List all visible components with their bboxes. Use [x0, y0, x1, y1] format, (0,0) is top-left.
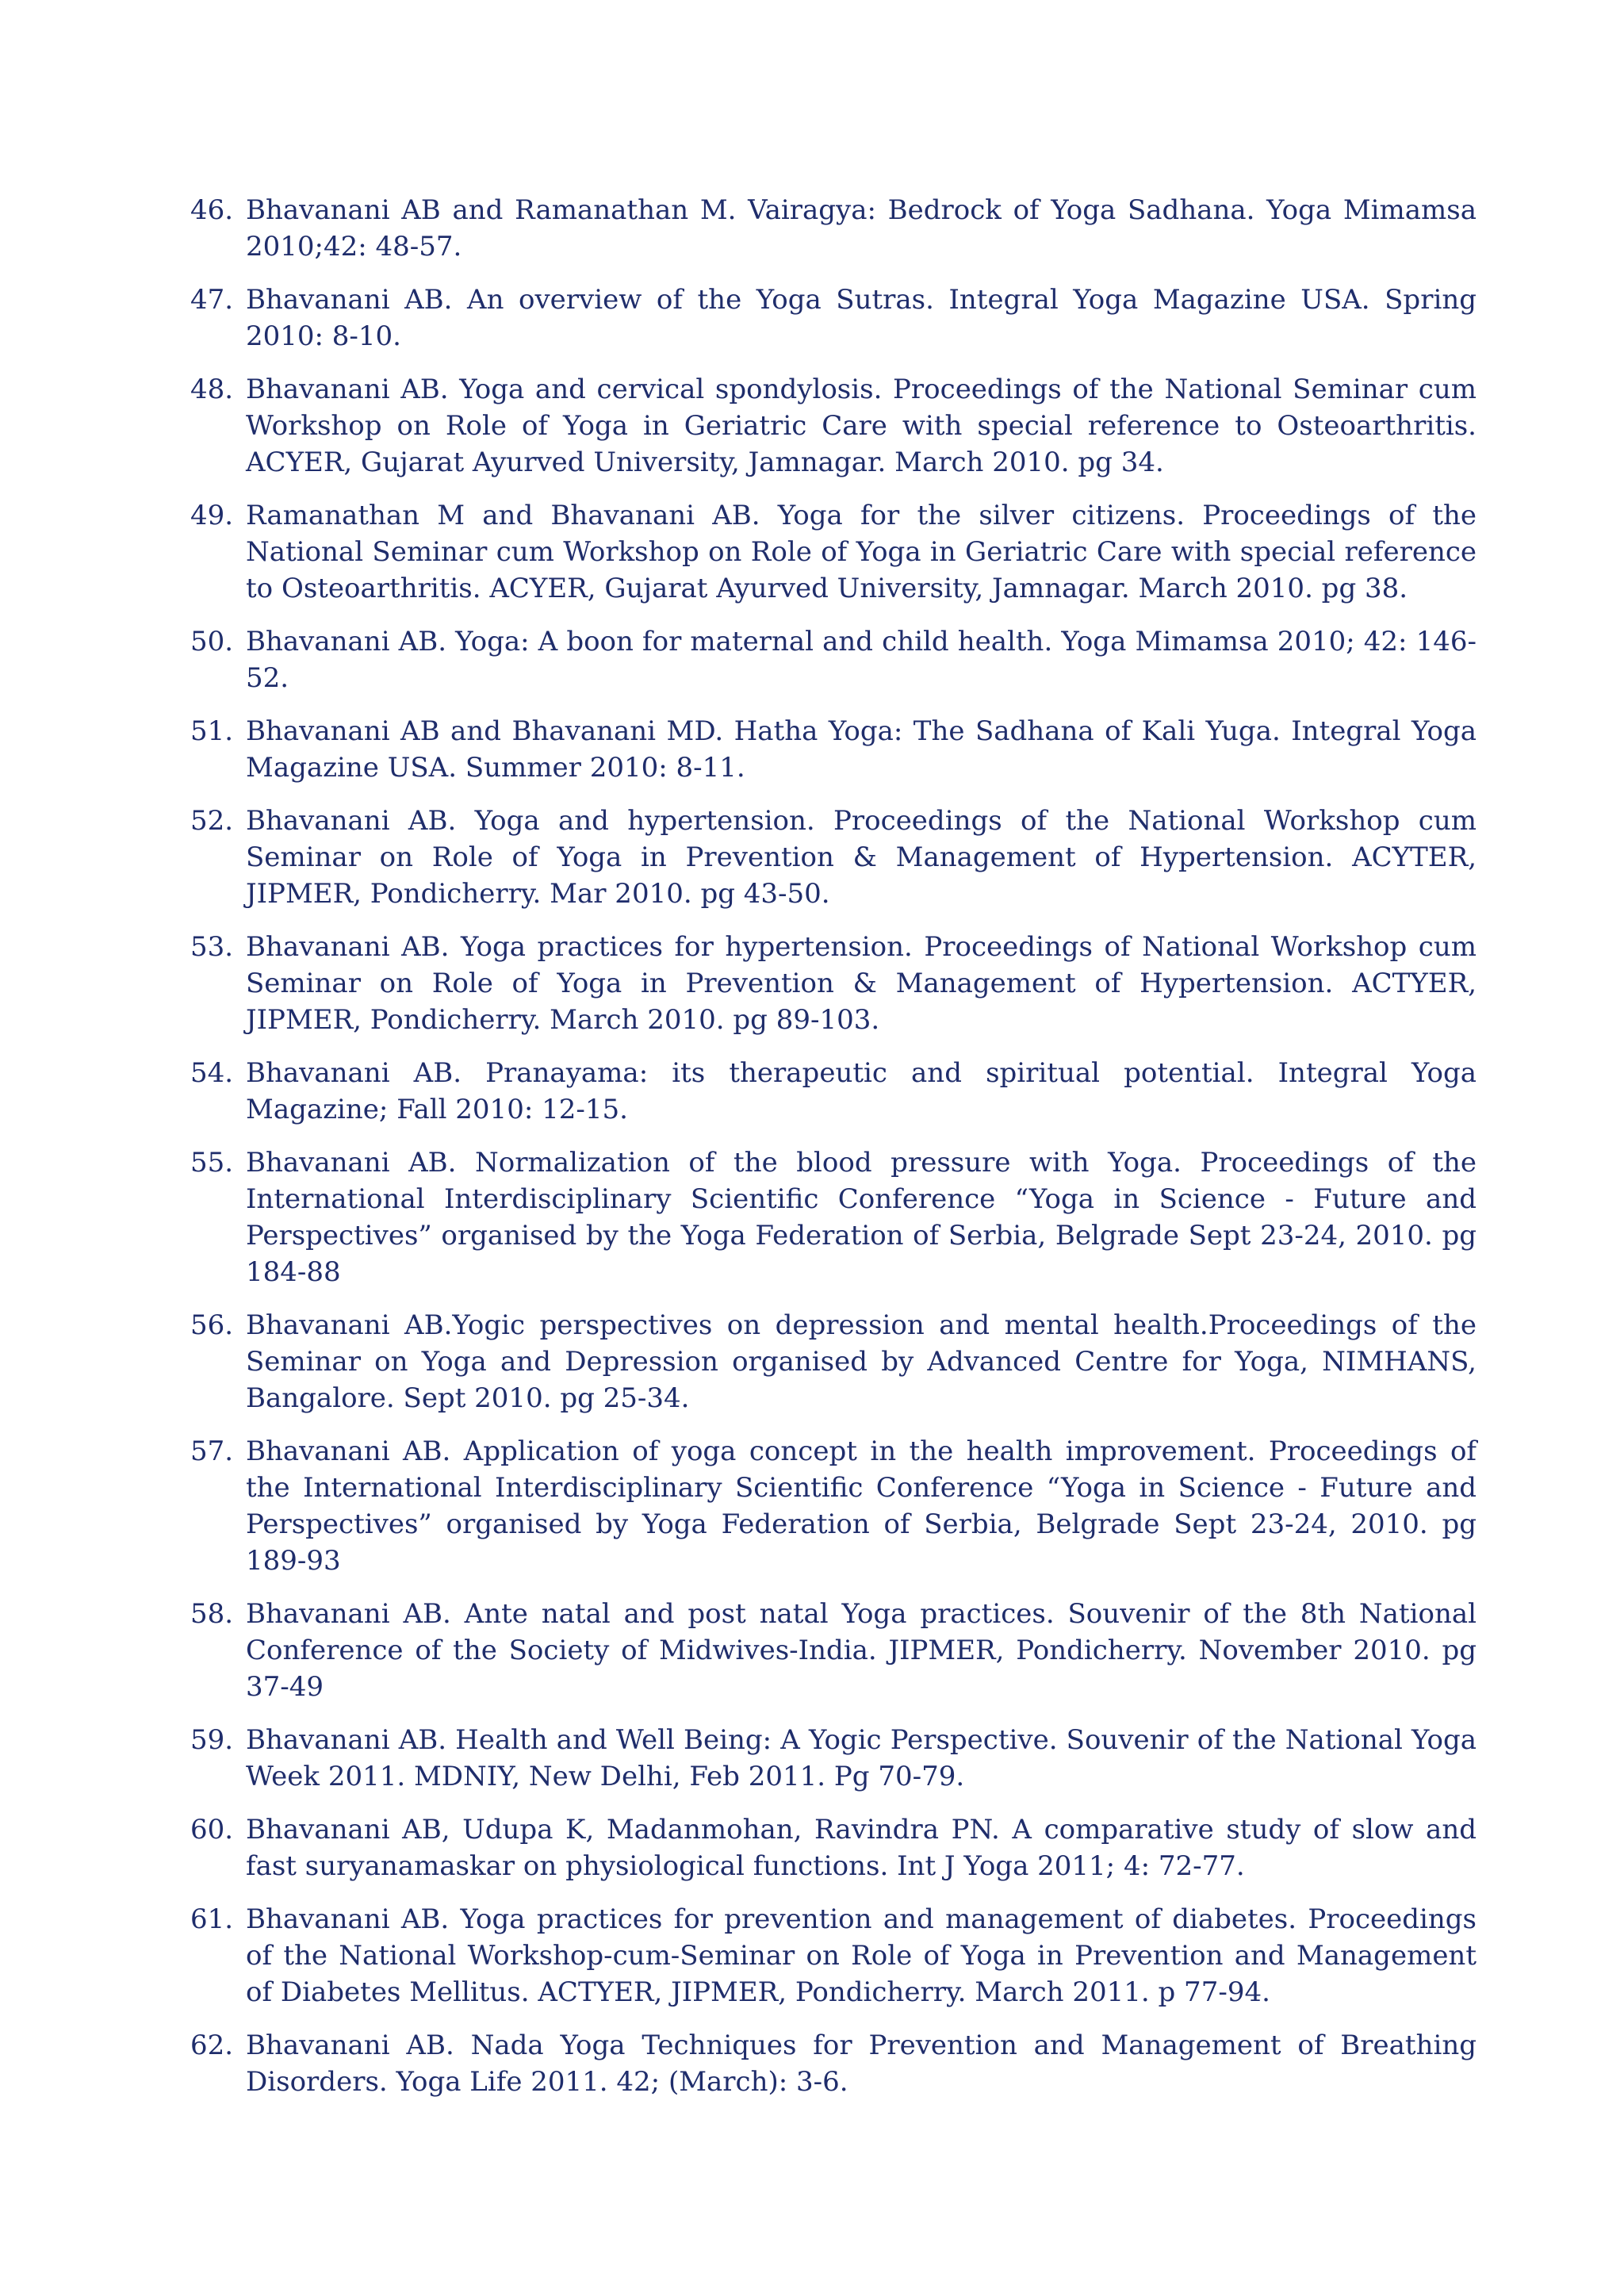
reference-item — [190, 1722, 1477, 1795]
reference-item — [190, 1307, 1477, 1416]
reference-item — [190, 1055, 1477, 1128]
reference-number: 58. — [190, 1598, 234, 1630]
reference-text: Bhavanani AB. Normalization of the blood pressure with Yoga. Proceedings of the International Interdisciplinary Scientific Conference “Yoga in Science - Future and Perspectives” organised by the Yoga Federation of Serbia, Belgrade Sept 23-24, 2010. pg 184-88 — [246, 1147, 1477, 1288]
reference-item — [190, 371, 1477, 481]
reference-item — [190, 1811, 1477, 1884]
reference-item — [190, 497, 1477, 607]
reference-text: Bhavanani AB and Ramanathan M. Vairagya: Bedrock of Yoga Sadhana. Yoga Mimamsa 2010;42: 48-57. — [246, 194, 1477, 263]
reference-text: Bhavanani AB. Yoga practices for hypertension. Proceedings of National Workshop cum Seminar on Role of Yoga in Prevention & Management of Hypertension. ACTYER, JIPMER, Pondicherry. March 2010. pg 89-103. — [246, 931, 1477, 1036]
reference-text: Bhavanani AB. Yoga: A boon for maternal and child health. Yoga Mimamsa 2010; 42: 146-52. — [246, 626, 1477, 694]
reference-item — [190, 803, 1477, 912]
reference-text: Ramanathan M and Bhavanani AB. Yoga for the silver citizens. Proceedings of the National Seminar cum Workshop on Role of Yoga in Geriatric Care with special reference to Osteoarthritis. ACYER, Gujarat Ayurved University, Jamnagar. March 2010. pg 38. — [246, 500, 1477, 604]
reference-text: Bhavanani AB. Health and Well Being: A Yogic Perspective. Souvenir of the National Yoga Week 2011. MDNIY, New Delhi, Feb 2011. Pg 70-79. — [246, 1724, 1477, 1792]
reference-number: 47. — [190, 284, 234, 316]
reference-number: 49. — [190, 500, 234, 531]
reference-text: Bhavanani AB and Bhavanani MD. Hatha Yoga: The Sadhana of Kali Yuga. Integral Yoga Magazine USA. Summer 2010: 8-11. — [246, 715, 1477, 784]
reference-number: 56. — [190, 1309, 234, 1341]
reference-number: 52. — [190, 805, 234, 837]
reference-item — [190, 929, 1477, 1038]
reference-item — [190, 192, 1477, 265]
reference-text: Bhavanani AB. An overview of the Yoga Sutras. Integral Yoga Magazine USA. Spring 2010: 8-10. — [246, 284, 1477, 352]
reference-item — [190, 1901, 1477, 2010]
reference-text: Bhavanani AB. Nada Yoga Techniques for Prevention and Management of Breathing Disorders. Yoga Life 2011. 42; (March): 3-6. — [246, 2030, 1477, 2098]
reference-number: 57. — [190, 1435, 234, 1467]
reference-number: 51. — [190, 715, 234, 747]
reference-number: 50. — [190, 626, 234, 657]
reference-text: Bhavanani AB. Pranayama: its therapeutic and spiritual potential. Integral Yoga Magazine; Fall 2010: 12-15. — [246, 1057, 1477, 1125]
reference-text: Bhavanani AB.Yogic perspectives on depression and mental health.Proceedings of the Seminar on Yoga and Depression organised by Advanced Centre for Yoga, NIMHANS, Bangalore. Sept 2010. pg 25-34. — [246, 1309, 1477, 1414]
reference-item — [190, 2027, 1477, 2100]
reference-item — [190, 282, 1477, 355]
reference-number: 46. — [190, 194, 234, 226]
reference-item — [190, 713, 1477, 786]
reference-number: 60. — [190, 1814, 234, 1846]
reference-item — [190, 1596, 1477, 1705]
reference-number: 55. — [190, 1147, 234, 1179]
reference-item — [190, 1433, 1477, 1579]
reference-number: 48. — [190, 374, 234, 405]
reference-item — [190, 1144, 1477, 1290]
reference-text: Bhavanani AB. Yoga practices for prevention and management of diabetes. Proceedings of the National Workshop-cum-Seminar on Role of Yoga in Prevention and Management of Diabetes Mellitus. ACTYER, JIPMER, Pondicherry. March 2011. p 77-94. — [246, 1903, 1477, 2008]
reference-text: Bhavanani AB. Application of yoga concept in the health improvement. Proceedings of the International Interdisciplinary Scientific Conference “Yoga in Science - Future and Perspectives” organised by Yoga Federation of Serbia, Belgrade Sept 23-24, 2010. pg 189-93 — [246, 1435, 1477, 1577]
reference-number: 53. — [190, 931, 234, 963]
reference-number: 62. — [190, 2030, 234, 2061]
reference-text: Bhavanani AB. Yoga and cervical spondylosis. Proceedings of the National Seminar cum Workshop on Role of Yoga in Geriatric Care with special reference to Osteoarthritis. ACYER, Gujarat Ayurved University, Jamnagar. March 2010. pg 34. — [246, 374, 1477, 478]
reference-number: 59. — [190, 1724, 234, 1756]
reference-number: 61. — [190, 1903, 234, 1935]
reference-text: Bhavanani AB, Udupa K, Madanmohan, Ravindra PN. A comparative study of slow and fast suryanamaskar on physiological functions. Int J Yoga 2011; 4: 72-77. — [246, 1814, 1477, 1882]
reference-number: 54. — [190, 1057, 234, 1089]
reference-text: Bhavanani AB. Yoga and hypertension. Proceedings of the National Workshop cum Seminar on Role of Yoga in Prevention & Management of Hypertension. ACYTER, JIPMER, Pondicherry. Mar 2010. pg 43-50. — [246, 805, 1477, 910]
reference-list — [190, 192, 1477, 2117]
reference-item — [190, 623, 1477, 696]
reference-text: Bhavanani AB. Ante natal and post natal Yoga practices. Souvenir of the 8th National Conference of the Society of Midwives-India. JIPMER, Pondicherry. November 2010. pg 37-49 — [246, 1598, 1477, 1703]
